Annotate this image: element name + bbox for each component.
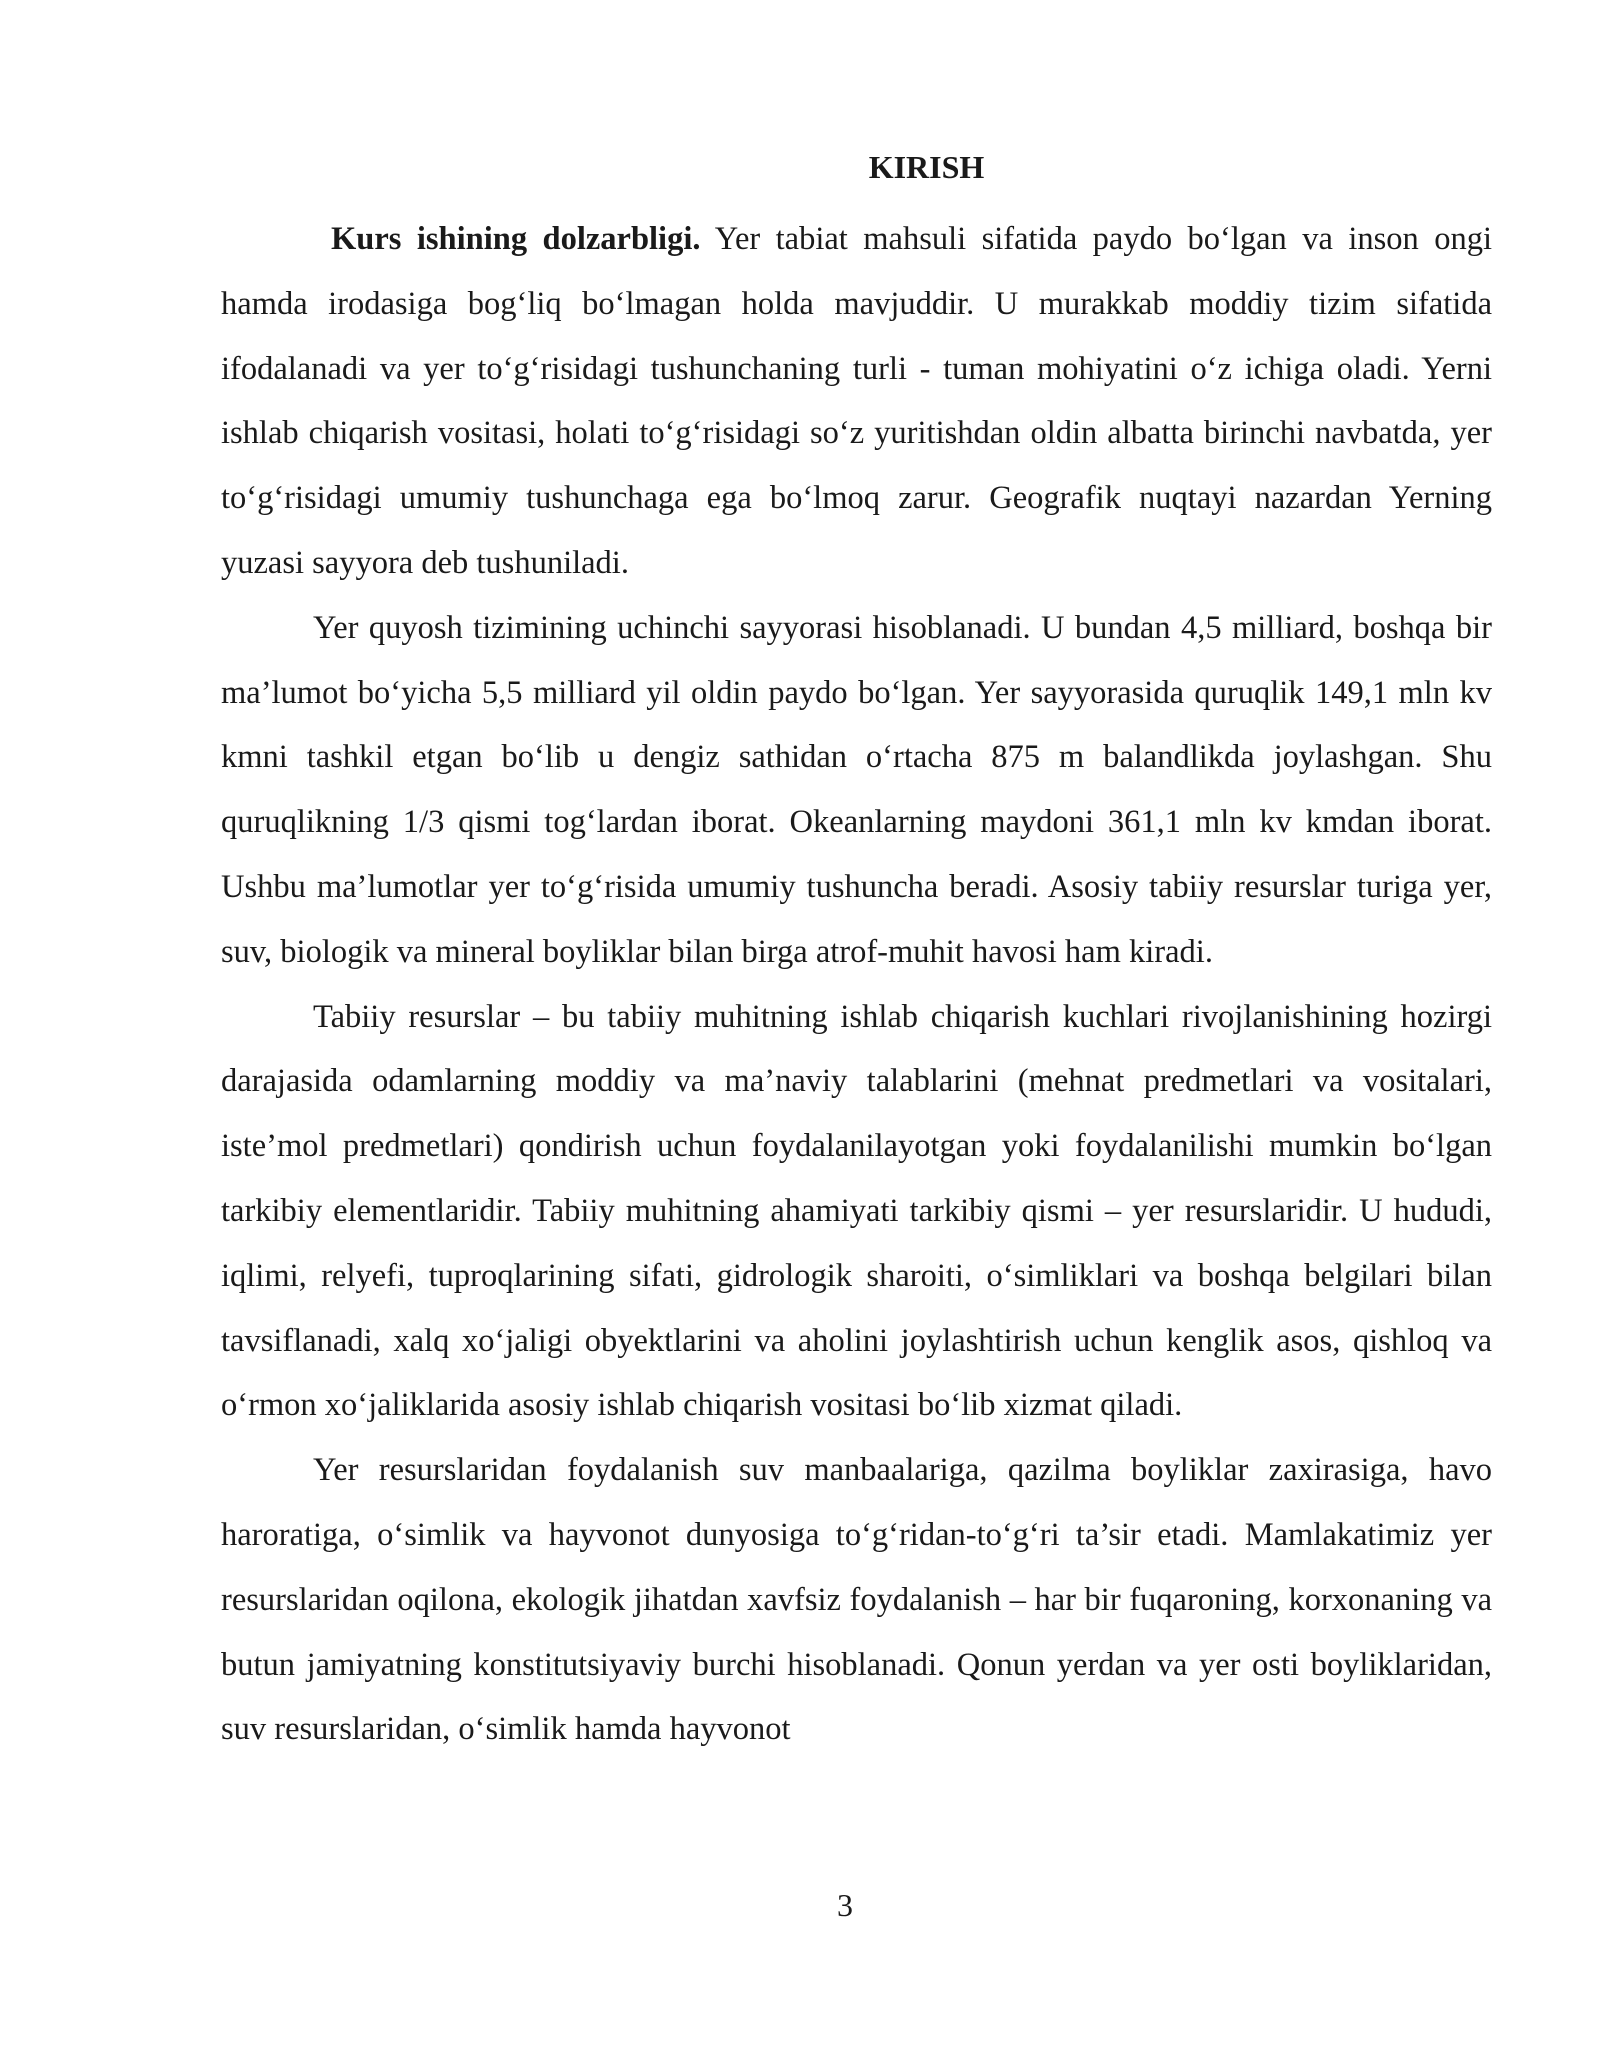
page-number: 3 xyxy=(837,1887,853,1923)
paragraph-3: Tabiiy resurslar – bu tabiiy muhitning ishlab chiqarish kuchlari rivojlanishining hozirgi darajasida odamlarning moddiy va ma’naviy talablarini (mehnat predmetlari va vositalari, iste’mol predmetlari) qondirish uchun foydalanilayotgan yoki foydalanilishi mumkin bo‘lgan tarkibiy elementlaridir. Tabiiy muhitning ahamiyati tarkibiy qismi – yer resurslaridir. U hududi, iqlimi, relyefi, tuproqlarining sifati, gidrologik sharoiti, o‘simliklari va boshqa belgilari bilan tavsiflanadi, xalq xo‘jaligi obyektlarini va aholini joylashtirish uchun kenglik asos, qishloq va o‘rmon xo‘jaliklarida asosiy ishlab chiqarish vositasi bo‘lib xizmat qiladi. xyxy=(221,998,1492,1424)
paragraph-lead: Kurs ishining dolzarbligi. xyxy=(331,221,701,257)
paragraph-2: Yer quyosh tizimining uchinchi sayyorasi hisoblanadi. U bundan 4,5 milliard, boshqa bir ma’lumot bo‘yicha 5,5 milliard yil oldin paydo bo‘lgan. Yer sayyorasida quruqlik 149,1 mln kv kmni tashkil etgan bo‘lib u dengiz sathidan o‘rtacha 875 m balandlikda joylashgan. Shu quruqlikning 1/3 qismi tog‘lardan iborat. Okeanlarning maydoni 361,1 mln kv kmdan iborat. Ushbu ma’lumotlar yer to‘g‘risida umumiy tushuncha beradi. Asosiy tabiiy resurslar turiga yer, suv, biologik va mineral boyliklar bilan birga atrof-muhit havosi ham kiradi. xyxy=(221,609,1492,970)
paragraph-1 xyxy=(221,207,1492,596)
paragraph-4: Yer resurslaridan foydalanish suv manbaalariga, qazilma boyliklar zaxirasiga, havo haroratiga, o‘simlik va hayvonot dunyosiga to‘g‘ridan-to‘g‘ri ta’sir etadi. Mamlakatimiz yer resurslaridan oqilona, ekologik jihatdan xavfsiz foydalanish – har bir fuqaroning, korxonaning va butun jamiyatning konstitutsiyaviy burchi hisoblanadi. Qonun yerdan va yer osti boyliklaridan, suv resurslaridan, o‘simlik hamda hayvonot xyxy=(221,1452,1492,1748)
paragraph-text: Yer tabiat mahsuli sifatida paydo bo‘lgan va inson ongi hamda irodasiga bog‘liq bo‘lmagan holda mavjuddir. U murakkab moddiy tizim sifatida ifodalanadi va yer to‘g‘risidagi tushunchaning turli - tuman mohiyatini o‘z ichiga oladi. Yerni ishlab chiqarish vositasi, holati to‘g‘risidagi so‘z yuritishdan oldin albatta birinchi navbatda, yer to‘g‘risidagi umumiy tushunchaga ega bo‘lmoq zarur. Geografik nuqtayi nazardan Yerning yuzasi sayyora deb tushuniladi. xyxy=(221,221,1492,581)
section-heading: KIRISH xyxy=(868,149,985,185)
document-page xyxy=(221,145,1492,1762)
